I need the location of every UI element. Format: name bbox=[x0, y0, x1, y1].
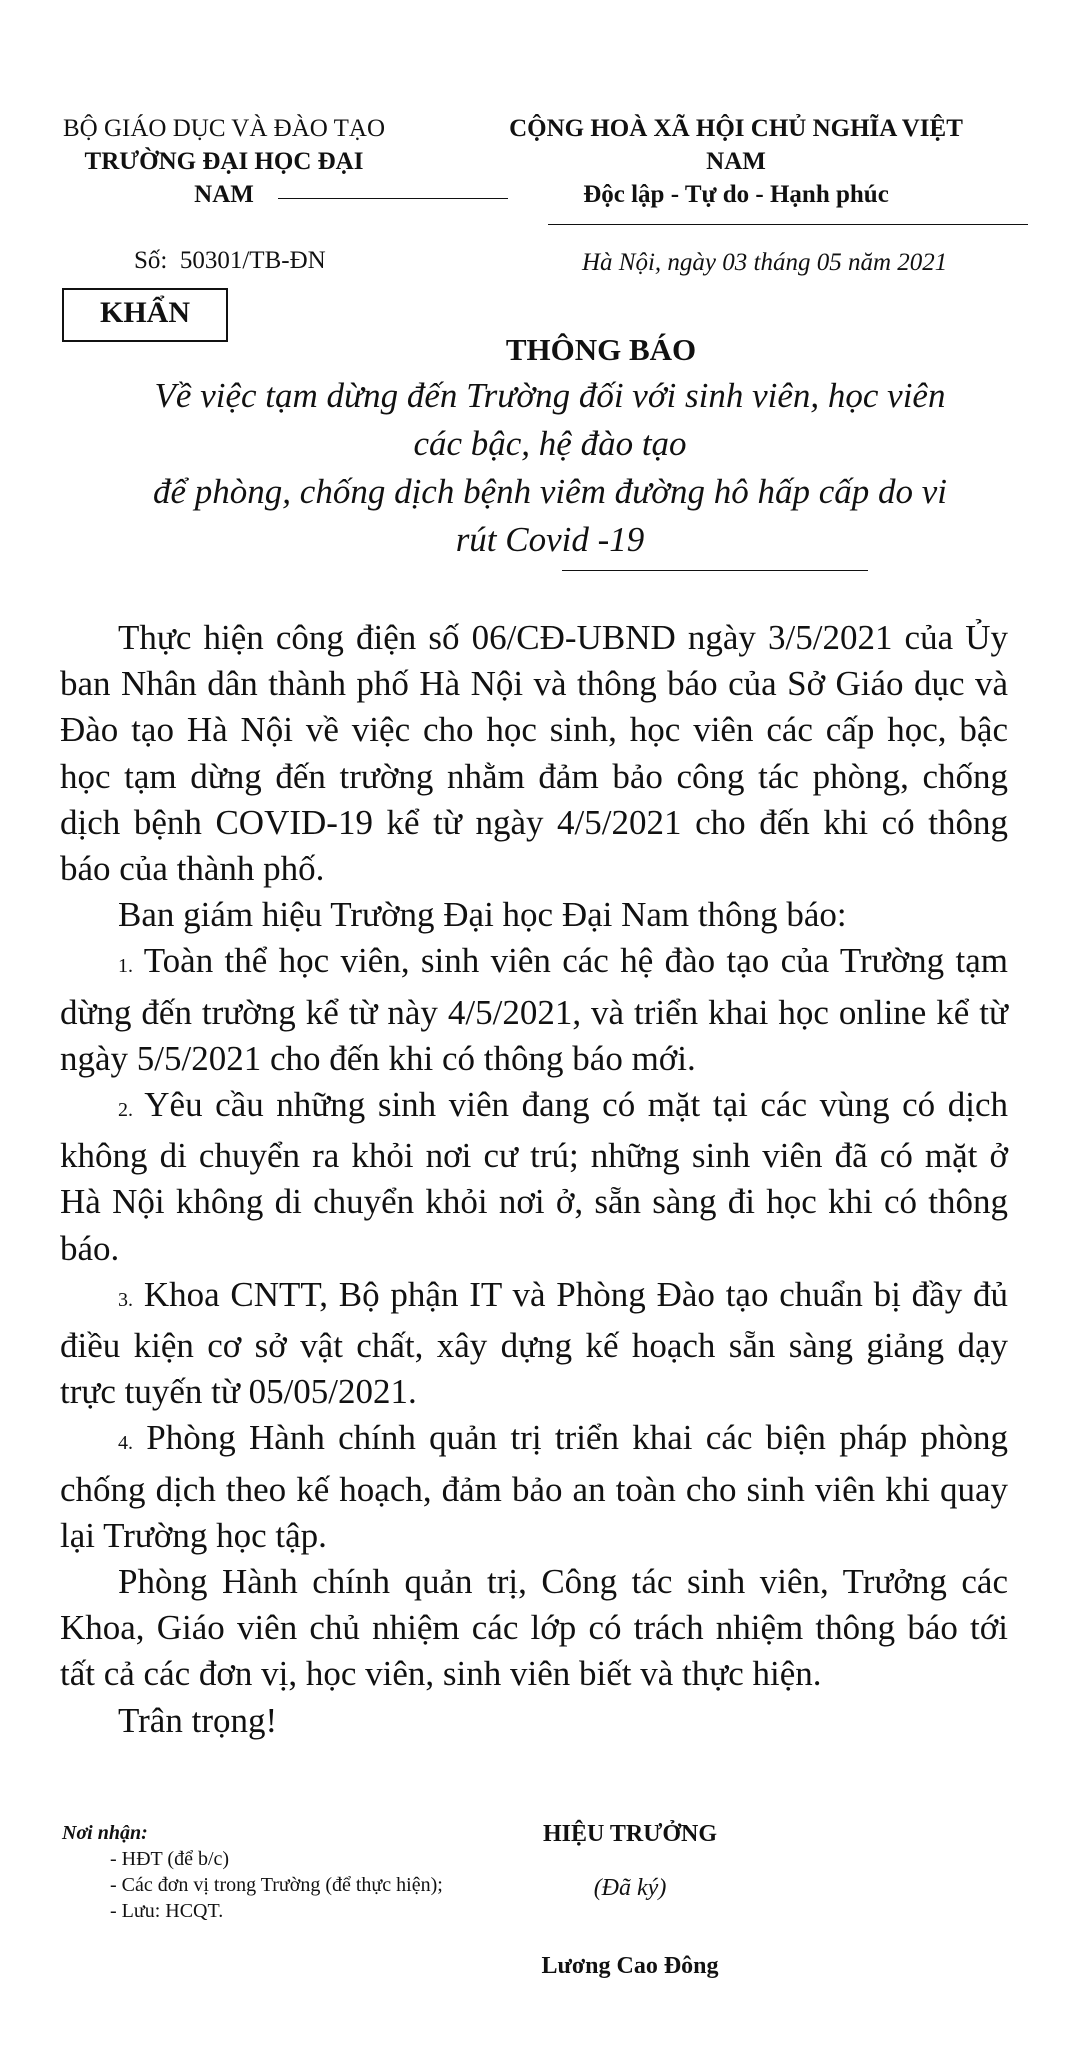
regards: Trân trọng! bbox=[118, 1700, 278, 1740]
list-item-text: Yêu cầu những sinh viên đang có mặt tại các vùng có dịch không di chuyển ra khỏi nơi cư trú; những sinh viên đã có mặt ở Hà Nội không di chuyển khỏi nơi ở, sẵn sàng đi học khi có thông báo. bbox=[60, 1085, 1009, 1268]
recipients-label: Nơi nhận: bbox=[62, 1822, 148, 1844]
list-item-text: Phòng Hành chính quản trị triển khai các biện pháp phòng chống dịch theo kế hoạch, đảm bảo an toàn cho sinh viên khi quay lại Trường học tập. bbox=[60, 1418, 1009, 1555]
recipient-item: - Các đơn vị trong Trường (để thực hiện); bbox=[110, 1874, 443, 1896]
subtitle-line2: các bậc, hệ đào tạo bbox=[413, 424, 687, 463]
nation-name-line2: NAM bbox=[706, 148, 766, 175]
signer-position: HIỆU TRƯỞNG bbox=[542, 1821, 718, 1847]
national-motto: Độc lập - Tự do - Hạnh phúc bbox=[583, 181, 889, 208]
school-name-line1: TRƯỜNG ĐẠI HỌC ĐẠI bbox=[84, 148, 364, 175]
signer-name: Lương Cao Đông bbox=[541, 1953, 719, 1979]
number-label: Số: bbox=[134, 247, 168, 274]
intro-paragraph: Thực hiện công điện số 06/CĐ-UBND ngày 3/5/2021 của Ủy ban Nhân dân thành phố Hà Nội và thông báo của Sở Giáo dục và Đào tạo Hà Nội về việc cho học sinh, học viên các cấp học, bậc học tạm dừng đến trường nhằm đảm bảo công tác phòng, chống dịch bệnh COVID-19 kể từ ngày 4/5/2021 cho đến khi có thông báo của thành phố. bbox=[60, 618, 1008, 889]
list-item-number: 1. bbox=[118, 955, 133, 978]
document-number bbox=[134, 244, 326, 277]
document-title: THÔNG BÁO bbox=[505, 332, 697, 367]
number-value: 50301/TB-ĐN bbox=[179, 247, 326, 274]
list-item bbox=[60, 1272, 1008, 1416]
issuer-block bbox=[48, 112, 400, 211]
nation-name-line1: CỘNG HOÀ XÃ HỘI CHỦ NGHĨA VIỆT bbox=[509, 115, 963, 142]
recipient-item: - Lưu: HCQT. bbox=[110, 1900, 224, 1922]
school-name-line2: NAM bbox=[194, 181, 254, 208]
ministry-name: BỘ GIÁO DỤC VÀ ĐÀO TẠO bbox=[63, 115, 385, 142]
list-item-number: 3. bbox=[118, 1288, 133, 1311]
list-item bbox=[60, 1415, 1008, 1559]
announce-paragraph: Ban giám hiệu Trường Đại học Đại Nam thông báo: bbox=[118, 895, 847, 935]
signed-note: (Đã ký) bbox=[593, 1875, 667, 1901]
subtitle-line3: để phòng, chống dịch bệnh viêm đường hô hấp cấp do vi bbox=[153, 472, 947, 511]
list-item bbox=[60, 938, 1008, 1082]
recipients-block bbox=[62, 1820, 542, 1924]
document-subtitle bbox=[50, 372, 1050, 564]
title-underline bbox=[562, 570, 868, 571]
nation-block bbox=[456, 112, 1016, 211]
list-item-number: 4. bbox=[118, 1432, 133, 1455]
closing-paragraph: Phòng Hành chính quản trị, Công tác sinh viên, Trưởng các Khoa, Giáo viên chủ nhiệm các lớp có trách nhiệm thông báo tới tất cả các đơn vị, học viên, sinh viên biết và thực hiện. bbox=[60, 1562, 1008, 1694]
document-body bbox=[60, 615, 1008, 1744]
list-item-text: Khoa CNTT, Bộ phận IT và Phòng Đào tạo chuẩn bị đầy đủ điều kiện cơ sở vật chất, xây dựng kế hoạch sẵn sàng giảng dạy trực tuyến từ 05/05/2021. bbox=[60, 1274, 1008, 1412]
list-item-number: 2. bbox=[118, 1099, 133, 1122]
recipient-item: - HĐT (để b/c) bbox=[110, 1848, 230, 1870]
subtitle-line4: rút Covid -19 bbox=[455, 520, 645, 559]
place-date: Hà Nội, ngày 03 tháng 05 năm 2021 bbox=[582, 249, 948, 276]
motto-underline bbox=[548, 224, 1028, 225]
list-item-text: Toàn thể học viên, sinh viên các hệ đào tạo của Trường tạm dừng đến trường kể từ này 4/5/2021, và triển khai học online kể từ ngày 5/5/2021 cho đến khi có thông báo mới. bbox=[60, 941, 1008, 1078]
list-item bbox=[60, 1082, 1008, 1272]
urgent-stamp: KHẨN bbox=[62, 288, 228, 342]
subtitle-line1: Về việc tạm dừng đến Trường đối với sinh viên, học viên bbox=[154, 376, 946, 415]
